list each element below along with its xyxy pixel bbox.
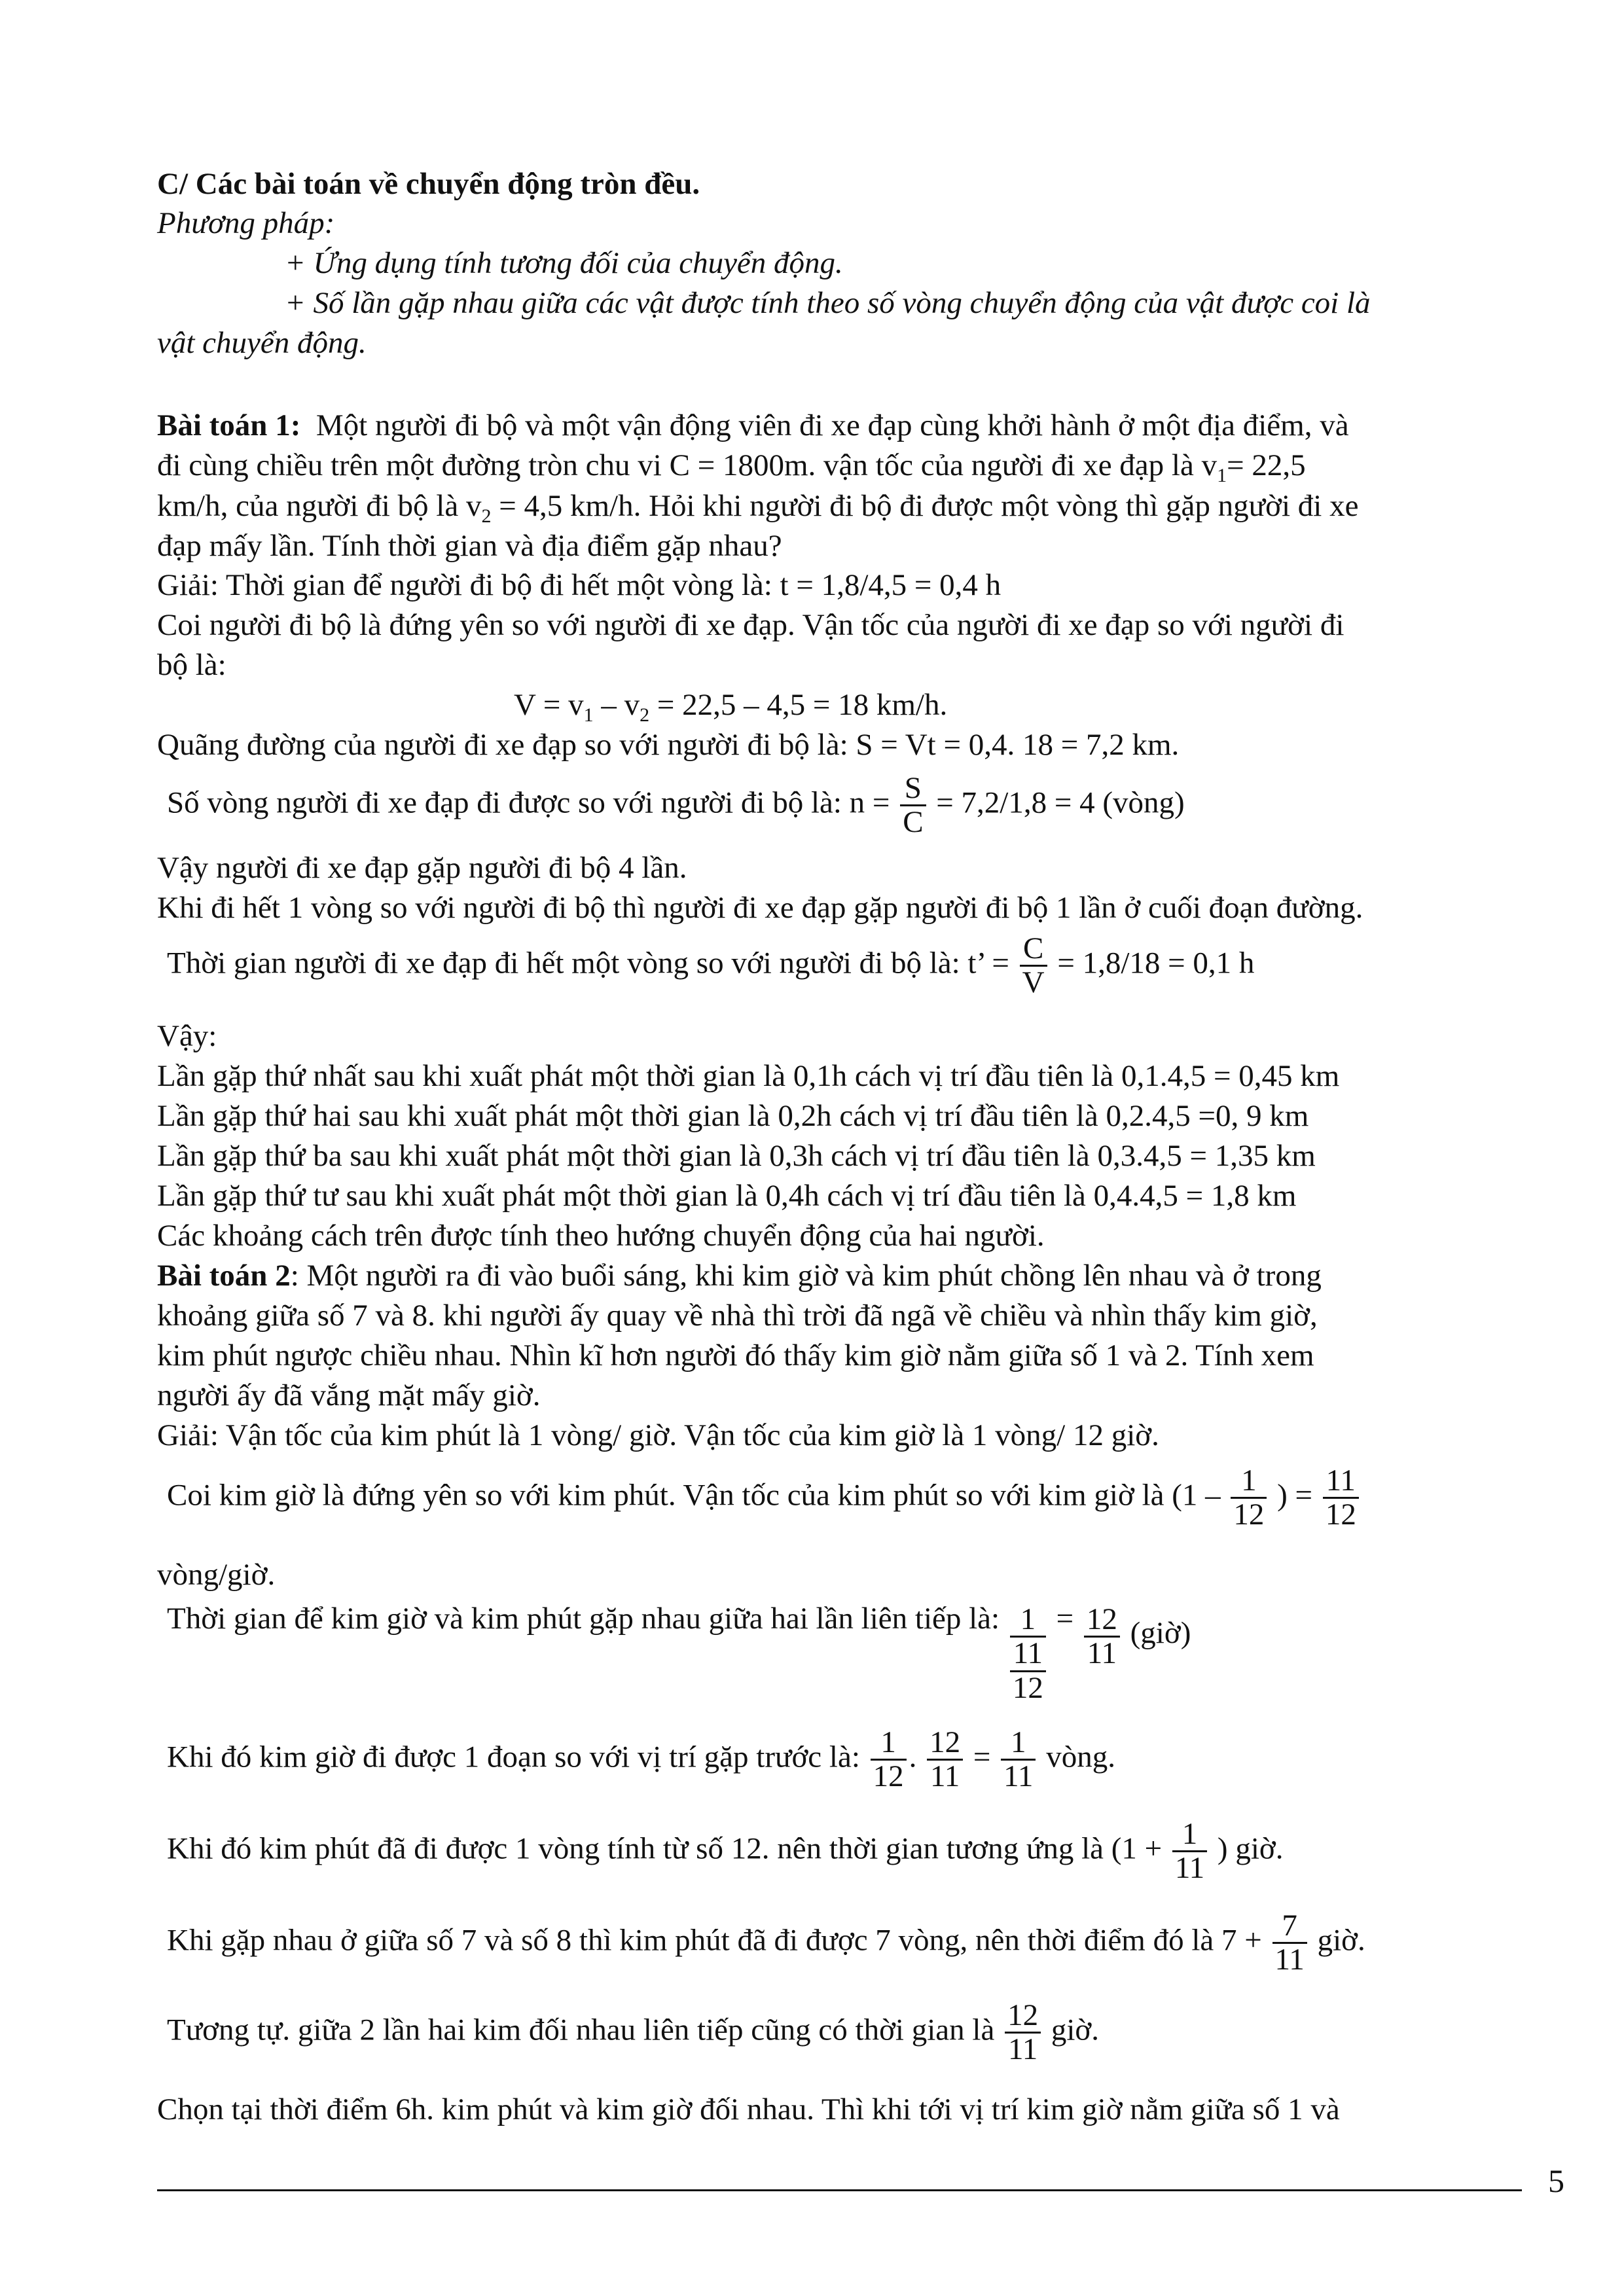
- numerator: 12: [929, 1725, 961, 1759]
- equals: =: [1056, 1602, 1074, 1636]
- text: giờ.: [1317, 1923, 1365, 1958]
- problem1-line2: [157, 450, 1306, 486]
- eq-part: = 22,5 – 4,5 = 18 km/h.: [649, 688, 948, 722]
- compound-fraction: [1010, 1604, 1046, 1704]
- denominator: 11: [927, 1759, 963, 1793]
- eq-part: – v: [593, 688, 640, 722]
- text: Khi đó kim giờ đi được 1 đoạn so với vị trí gặp trước là:: [167, 1740, 860, 1774]
- text: Thời gian người đi xe đạp đi hết một vòng so với người đi bộ là: t’ =: [167, 946, 1009, 980]
- denominator: 11: [1010, 1636, 1046, 1670]
- fraction: [1323, 1465, 1359, 1532]
- method-item-2a: + Số lần gặp nhau giữa các vật được tính theo số vòng chuyển động của vật được coi là: [285, 286, 1371, 320]
- denominator: 11: [1005, 2032, 1041, 2066]
- meeting-3: Lần gặp thứ ba sau khi xuất phát một thời gian là 0,3h cách vị trí đầu tiên là 0,3.4,5 = 1,35 km: [157, 1139, 1316, 1173]
- dot: .: [909, 1740, 917, 1774]
- solution1-note: Các khoảng cách trên được tính theo hướng chuyển động của hai người.: [157, 1219, 1045, 1253]
- denominator: 12: [871, 1759, 907, 1793]
- fraction: [1020, 933, 1047, 999]
- problem1-line3: [157, 491, 1358, 526]
- text: Khi đó kim phút đã đi được 1 vòng tính từ số 12. nên thời gian tương ứng là (1 +: [167, 1831, 1163, 1866]
- footer-rule: [157, 2189, 1522, 2191]
- solution1-rounds: [167, 772, 1185, 839]
- denominator: 11: [1272, 1942, 1307, 1976]
- problem2-line3: kim phút ngược chiều nhau. Nhìn kĩ hơn người đó thấy kim giờ nằm giữa số 1 và 2. Tính xem: [157, 1338, 1314, 1372]
- text: = 1,8/18 = 0,1 h: [1057, 946, 1255, 980]
- solution1-line8: Khi đi hết 1 vòng so với người đi bộ thì người đi xe đạp gặp người đi bộ 1 lần ở cuối đoạn đường.: [157, 891, 1363, 925]
- problem1-text2: đi cùng chiều trên một đường tròn chu vi C = 1800m. vận tốc của người đi xe đạp là v: [157, 448, 1218, 482]
- problem1-text3a: km/h, của người đi bộ là v: [157, 489, 482, 523]
- solution2-line1: Giải: Vận tốc của kim phút là 1 vòng/ giờ. Vận tốc của kim giờ là 1 vòng/ 12 giờ.: [157, 1418, 1159, 1452]
- numerator: 7: [1282, 1909, 1297, 1943]
- text: giờ.: [1051, 2013, 1099, 2047]
- numerator: 1: [880, 1725, 896, 1759]
- page-number: 5: [1548, 2162, 1564, 2199]
- text: Số vòng người đi xe đạp đi được so với người đi bộ là: n =: [167, 785, 890, 820]
- subscript: 1: [1217, 465, 1227, 486]
- problem1-label: Bài toán 1:: [157, 408, 301, 442]
- text: Khi gặp nhau ở giữa số 7 và số 8 thì kim phút đã đi được 7 vòng, nên thời điểm đó là 7 +: [167, 1923, 1262, 1958]
- problem2-line2: khoảng giữa số 7 và 8. khi người ấy quay về nhà thì trời đã ngã về chiều và nhìn thấy kim giờ,: [157, 1299, 1318, 1333]
- numerator: 11: [1326, 1463, 1356, 1498]
- solution2-meeting-time: [167, 1910, 1365, 1977]
- equals: =: [973, 1740, 991, 1774]
- problem2-line1: [157, 1261, 1322, 1291]
- numerator: 1: [1241, 1463, 1257, 1498]
- problem1-line4: đạp mấy lần. Tính thời gian và địa điểm gặp nhau?: [157, 529, 782, 563]
- velocity-equation: [514, 690, 947, 725]
- denominator: 12: [1323, 1497, 1359, 1531]
- solution2-last-line: Chọn tại thời điểm 6h. kim phút và kim giờ đối nhau. Thì khi tới vị trí kim giờ nằm giữa số 1 và: [157, 2092, 1340, 2126]
- denominator: C: [900, 804, 926, 838]
- eq-part: V = v: [514, 688, 584, 722]
- meeting-2: Lần gặp thứ hai sau khi xuất phát một thời gian là 0,2h cách vị trí đầu tiên là 0,2.4,5 =0, 9 km: [157, 1099, 1309, 1133]
- method-item-1: + Ứng dụng tính tương đối của chuyển động.: [285, 246, 843, 280]
- solution2-hour-hand: [167, 1727, 1115, 1793]
- problem2-label: Bài toán 2: [157, 1259, 291, 1293]
- fraction: [1005, 2000, 1041, 2066]
- numerator: 12: [1086, 1602, 1117, 1636]
- numerator: 1: [1182, 1817, 1198, 1851]
- numerator: C: [1022, 931, 1044, 965]
- text: Tương tự. giữa 2 lần hai kim đối nhau liên tiếp cũng có thời gian là: [167, 2013, 995, 2047]
- method-label: Phương pháp:: [157, 206, 335, 240]
- text: = 7,2/1,8 = 4 (vòng): [936, 785, 1185, 820]
- numerator: 12: [1007, 1998, 1039, 2032]
- subscript: 2: [640, 704, 650, 726]
- solution1-time: [167, 933, 1254, 999]
- numerator: S: [904, 771, 922, 805]
- problem2-line4: người ấy đã vắng mặt mấy giờ.: [157, 1378, 541, 1412]
- meeting-1: Lần gặp thứ nhất sau khi xuất phát một thời gian là 0,1h cách vị trí đầu tiên là 0,1.4,5 = 0,45 km: [157, 1059, 1340, 1093]
- text: ) =: [1277, 1478, 1313, 1513]
- subscript: 2: [481, 505, 492, 527]
- solution1-line3: bộ là:: [157, 648, 226, 682]
- numerator: 1: [1011, 1725, 1026, 1759]
- text: Thời gian để kim giờ và kim phút gặp nhau giữa hai lần liên tiếp là:: [167, 1602, 1000, 1636]
- subscript: 1: [583, 704, 594, 726]
- fraction: [1172, 1818, 1207, 1885]
- problem1-text1: Một người đi bộ và một vận động viên đi xe đạp cùng khởi hành ở một địa điểm, và: [316, 408, 1349, 442]
- denominator: V: [1020, 965, 1047, 999]
- problem1-line1: [157, 410, 1349, 441]
- fraction: [900, 772, 926, 839]
- fraction: [871, 1727, 907, 1793]
- denominator: 11: [1001, 1759, 1036, 1793]
- denominator: 12: [1010, 1670, 1046, 1704]
- text: vòng.: [1046, 1740, 1115, 1774]
- solution2-minute-hand: [167, 1818, 1284, 1885]
- solution2-unit: vòng/giờ.: [157, 1558, 276, 1592]
- fraction: [1084, 1604, 1120, 1670]
- solution2-meeting-interval: [167, 1604, 1191, 1704]
- fraction: [927, 1727, 963, 1793]
- solution1-line1: Giải: Thời gian để người đi bộ đi hết một vòng là: t = 1,8/4,5 = 0,4 h: [157, 568, 1001, 602]
- meeting-4: Lần gặp thứ tư sau khi xuất phát một thời gian là 0,4h cách vị trí đầu tiên là 0,4.4,5 = 1,8 km: [157, 1179, 1297, 1213]
- text: ) giờ.: [1217, 1831, 1284, 1866]
- problem1-text3b: = 4,5 km/h. Hỏi khi người đi bộ đi được một vòng thì gặp người đi xe: [491, 489, 1359, 523]
- denominator: 11: [1084, 1636, 1120, 1670]
- fraction: [1272, 1910, 1307, 1977]
- solution1-distance: Quãng đường của người đi xe đạp so với người đi bộ là: S = Vt = 0,4. 18 = 7,2 km.: [157, 728, 1180, 762]
- problem2-text1: : Một người ra đi vào buổi sáng, khi kim giờ và kim phút chồng lên nhau và ở trong: [290, 1259, 1322, 1293]
- problem1-text2-end: = 22,5: [1227, 448, 1306, 482]
- denominator: 12: [1231, 1497, 1267, 1531]
- text: Coi kim giờ là đứng yên so với kim phút. Vận tốc của kim phút so với kim giờ là (1 –: [167, 1478, 1221, 1513]
- section-title: C/ Các bài toán về chuyển động tròn đều.: [157, 167, 700, 201]
- fraction: [1231, 1465, 1267, 1532]
- text: (giờ): [1130, 1616, 1191, 1650]
- method-item-2b: vật chuyển động.: [157, 326, 367, 360]
- solution1-conclusion: Vậy người đi xe đạp gặp người đi bộ 4 lần.: [157, 851, 687, 885]
- solution2-opposite: [167, 2000, 1099, 2066]
- fraction: [1001, 1727, 1036, 1793]
- solution2-relative-speed: [167, 1465, 1362, 1532]
- solution1-line2: Coi người đi bộ là đứng yên so với người đi xe đạp. Vận tốc của người đi xe đạp so với người đi: [157, 608, 1344, 642]
- denominator: 11: [1172, 1850, 1207, 1884]
- solution1-so: Vậy:: [157, 1019, 217, 1053]
- numerator: 1: [1020, 1602, 1036, 1636]
